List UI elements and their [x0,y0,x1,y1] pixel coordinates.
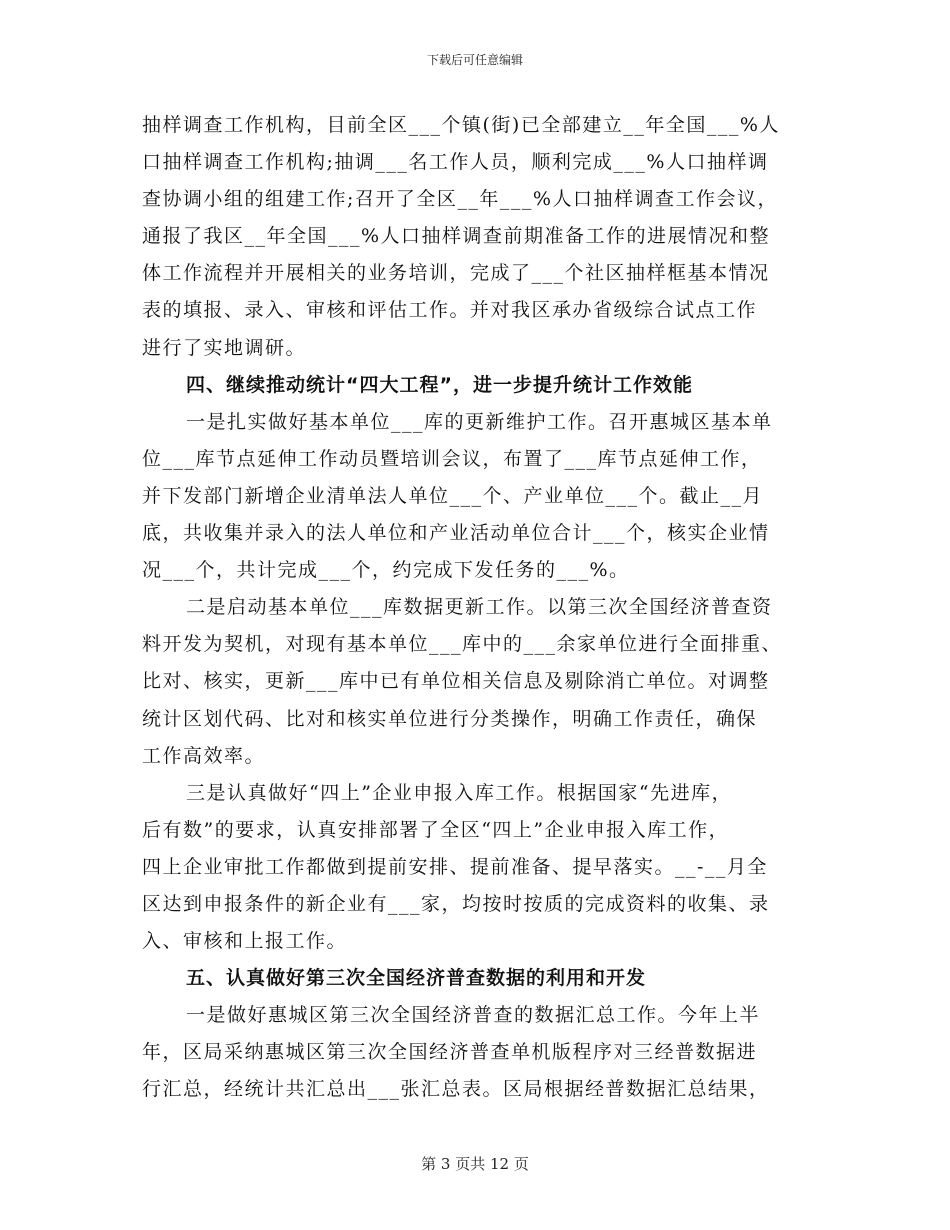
text-line: 位___库节点延伸工作动员暨培训会议，布置了___库节点延伸工作， [142,447,762,470]
text-line: 表的填报、录入、审核和评估工作。并对我区承办省级综合试点工作 [142,299,758,322]
paragraph [142,589,806,774]
text-line: 底，共收集并录入的法人单位和产业活动单位合计___个，核实企业情 [142,522,770,545]
page-footer: 第 3 页共 12 页 [421,1155,529,1173]
text-line: 比对、核实，更新___库中已有单位相关信息及剔除消亡单位。对调整 [142,670,770,693]
text-line: 行汇总，经统计共汇总出___张汇总表。区局根据经普数据汇总结果， [142,1078,770,1101]
document-body [142,107,806,1109]
section-heading: 五、认真做好第三次全国经济普查数据的利用和开发 [186,967,647,990]
text-line: 统计区划代码、比对和核实单位进行分类操作，明确工作责任，确保 [142,707,758,730]
text-line: 一是做好惠城区第三次全国经济普查的数据汇总工作。今年上半 [186,1004,761,1027]
text-line: 后有数”的要求，认真安排部署了全区“四上”企业申报入库工作， [142,818,730,841]
text-line: 二是启动基本单位___库数据更新工作。以第三次全国经济普查资 [186,596,773,619]
text-line: 通报了我区__年全国___%人口抽样调查前期准备工作的进展情况和整 [142,225,771,248]
text-line: 口抽样调查工作机构;抽调___名工作人员，顺利完成___%人口抽样调 [142,151,769,174]
paragraph [142,404,806,589]
text-line: 料开发为契机，对现有基本单位___库中的___余家单位进行全面排重、 [142,633,783,656]
text-line: 况___个，共计完成___个，约完成下发任务的___%。 [142,559,630,582]
text-line: 入、审核和上报工作。 [142,930,348,953]
paragraph [142,775,806,960]
text-line: 一是扎实做好基本单位___库的更新维护工作。召开惠城区基本单 [186,410,773,433]
text-line: 并下发部门新增企业清单法人单位___个、产业单位___个。截止__月 [142,484,764,507]
text-line: 抽样调查工作机构，目前全区___个镇(街)已全部建立__年全国___%人 [142,114,780,136]
text-line: 四上企业审批工作都做到提前安排、提前准备、提早落实。__-__月全 [142,855,768,878]
text-line: 进行了实地调研。 [142,336,307,359]
text-line: 三是认真做好“四上”企业申报入库工作。根据国家“先进库， [186,781,733,804]
paragraph [142,997,806,1108]
text-line: 查协调小组的组建工作;召开了全区__年___%人口抽样调查工作会议， [142,188,778,211]
page-header: 下载后可任意编辑 [426,53,523,67]
text-line: 年，区局采纳惠城区第三次全国经济普查单机版程序对三经普数据进 [142,1041,758,1064]
text-line: 区达到申报条件的新企业有___家，均按时按质的完成资料的收集、录 [142,892,770,915]
paragraph [142,107,806,367]
text-line: 工作高效率。 [142,744,266,767]
section-heading: 四、继续推动统计“四大工程”，进一步提升统计工作效能 [186,373,693,396]
text-line: 体工作流程并开展相关的业务培训，完成了___个社区抽样框基本情况 [142,262,770,285]
